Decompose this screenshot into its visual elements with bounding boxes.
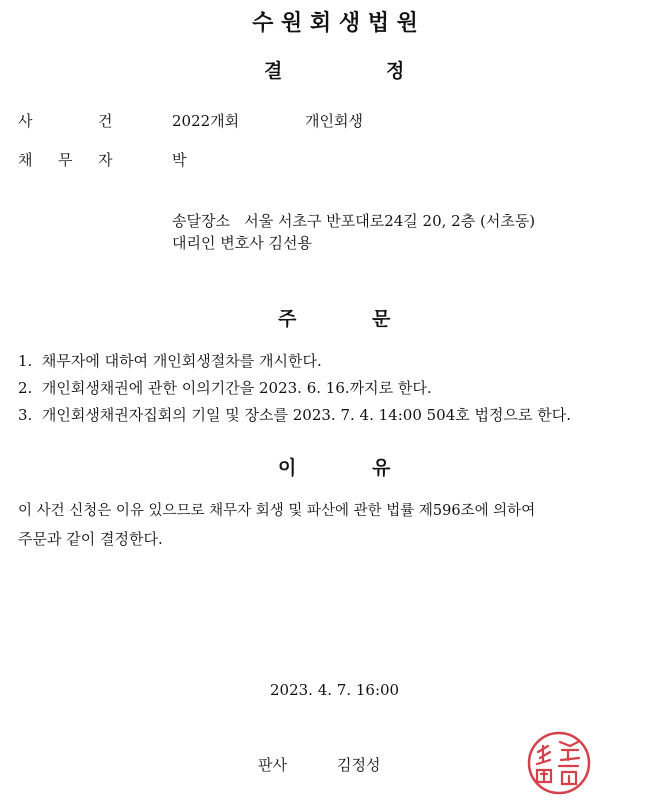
- service-address: 송달장소 서울 서초구 반포대로24길 20, 2층 (서초동): [172, 212, 536, 230]
- debtor-agent: 대리인 변호사 김선용: [172, 234, 312, 252]
- case-number: 2022개회: [172, 112, 240, 130]
- order-item-2: 2. 개인회생채권에 관한 이의기간을 2023. 6. 16.까지로 한다.: [18, 379, 432, 397]
- case-label-1: 사: [18, 112, 33, 130]
- debtor-label-1: 채: [18, 151, 33, 169]
- order-item-1: 1. 채무자에 대하여 개인회생절차를 개시한다.: [18, 352, 322, 370]
- reason-heading-left: 이: [278, 457, 297, 479]
- case-type: 개인회생: [305, 112, 363, 130]
- decision-datetime: 2023. 4. 7. 16:00: [270, 681, 400, 699]
- reason-line-1: 이 사건 신청은 이유 있으므로 채무자 회생 및 파산에 관한 법률 제596조에 의하여: [18, 503, 536, 519]
- judge-label: 판사: [258, 756, 287, 774]
- order-heading-right: 문: [372, 308, 391, 330]
- debtor-label-3: 자: [98, 151, 113, 169]
- case-label-2: 건: [98, 112, 113, 130]
- judge-seal-stamp: [526, 730, 592, 796]
- debtor-name: 박: [172, 151, 187, 169]
- judge-name: 김정성: [337, 756, 381, 774]
- doc-type-right: 정: [386, 60, 405, 82]
- order-item-3: 3. 개인회생채권자집회의 기일 및 장소를 2023. 7. 4. 14:00 504호 법정으로 한다.: [18, 406, 571, 424]
- order-heading-left: 주: [278, 308, 297, 330]
- reason-line-2: 주문과 같이 결정한다.: [18, 530, 163, 548]
- reason-heading-right: 유: [372, 457, 391, 479]
- doc-type-left: 결: [264, 60, 283, 82]
- court-name: 수 원 회 생 법 원: [252, 11, 418, 36]
- debtor-label-2: 무: [58, 151, 73, 169]
